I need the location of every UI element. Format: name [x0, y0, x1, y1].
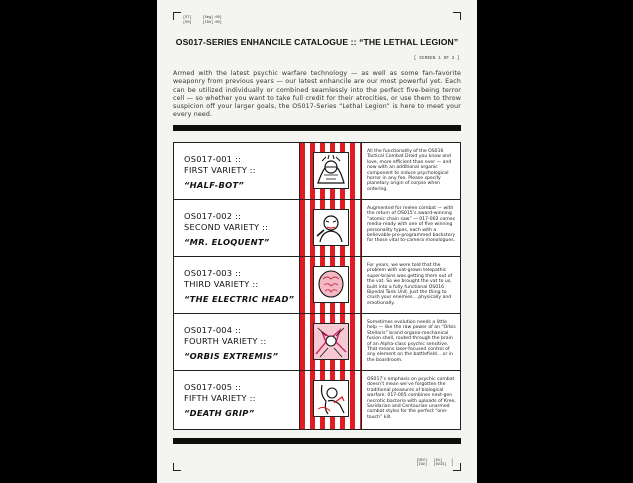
intro-paragraph: Armed with the latest psychic warfare technology — as well as some fan-favorite weaponry from previous years — our latest enhancile are our most powerful yet. Each can be utilized individually or combined seamlessly into the perfect five-being terror cell — so whether you want to take full credit for their atrocities, or use them to throw suspicion off your larger goals, the OS017-Series “Lethal Legion” is here to meet your every need.: [173, 70, 461, 119]
half-bot-illustration: [313, 152, 349, 189]
entry-name-cell: [174, 200, 300, 256]
divider-bar-bottom: [173, 438, 461, 444]
entry-description-cell: [362, 314, 460, 370]
entry-description: Sometimes evolution needs a little help — like the raw power of an “Orbis Stellaris” brand organo-mechanical fusion shell, routed through the brain of an Alpha-class psychic sensitive. That means laser-focused control of any element on the battlefield... or in the boardroom.: [367, 320, 456, 363]
entry-description-cell: [362, 200, 460, 256]
entry-code: OS017-003 ::: [184, 268, 242, 278]
corner-mark-top-left: [173, 12, 181, 20]
entry-image-panel: [300, 314, 362, 370]
entry-code: OS017-004 ::: [184, 325, 242, 335]
entry-code: OS017-002 ::: [184, 211, 242, 221]
catalogue-row: [174, 200, 460, 257]
catalogue-row: [174, 143, 460, 200]
page-title: OS017-SERIES ENHANCILE CATALOGUE :: “THE LETHAL LEGION”: [175, 37, 459, 47]
corner-mark-top-right: [453, 12, 461, 20]
divider-bar-top: [173, 125, 461, 131]
corner-mark-bottom-right: [453, 463, 461, 471]
entry-image-panel: [300, 143, 362, 199]
entry-variety: FIFTH VARIETY ::: [184, 393, 256, 403]
corner-mark-bottom-left: [173, 463, 181, 471]
entry-description: For years, we were told that the problem with vat-grown telepathic super-brains was getting them out of the vat. So we brought the vat to us, built into a fully functional OS016 Bipedal Tank Unit. Just the thing to crush your enemies... physically and emotionally.: [367, 263, 453, 306]
screen-indicator: [ SCREEN 1 OF 2 ]: [413, 57, 460, 61]
entry-code: OS017-001 ::: [184, 154, 242, 164]
catalogue-page: [157, 0, 477, 483]
orbis-extremis-illustration: [313, 323, 349, 360]
entry-nickname: “HALF-BOT”: [184, 180, 245, 190]
entry-name-cell: [174, 257, 300, 313]
entry-variety: FOURTH VARIETY ::: [184, 336, 267, 346]
entry-nickname: “MR. ELOQUENT”: [184, 237, 270, 247]
electric-head-illustration: [313, 266, 349, 303]
entry-description: Augmented for melee combat — with the return of OS015’s award-winning “atomic chain saw” — 017-002 comes media-ready with one of five winning personality types, each with a believable pre-programmed backstory for those vital to-camera monologues.: [367, 206, 456, 244]
entry-name-cell: [174, 143, 300, 199]
entry-description-cell: [362, 371, 460, 429]
entry-nickname: “ORBIS EXTREMIS”: [184, 351, 279, 361]
meta-code-top-left: [ST] [Seg].00] [00] [ID#].00]: [183, 16, 222, 25]
entry-variety: FIRST VARIETY ::: [184, 165, 256, 175]
entry-nickname: “THE ELECTRIC HEAD”: [184, 294, 295, 304]
entry-code: OS017-005 ::: [184, 382, 242, 392]
entry-description: All the functionality of the OS016 Tactical Combat Droid you know and love, more efficient than ever — and now with an additional organic component to induce psychological horror in any foe. Please specify planetary origin of corpse when ordering.: [367, 149, 452, 192]
mr-eloquent-illustration: [313, 209, 349, 246]
entry-name-cell: [174, 371, 300, 429]
entry-description: OS017’s emphasis on psychic combat doesn’t mean we’ve forgotten the traditional pleasures of biological warfare. 017-005 combines next-gen necrotic bacteria with uploads of Kree, Saridarian and Centaurian unarmed combat styles for the perfect “one-touch” kill.: [367, 377, 456, 420]
entry-image-panel: [300, 371, 362, 429]
entry-image-panel: [300, 200, 362, 256]
catalogue-row: [174, 371, 460, 429]
death-grip-illustration: [313, 380, 349, 417]
entry-variety: THIRD VARIETY ::: [184, 279, 259, 289]
entry-nickname: “DEATH GRIP”: [184, 408, 255, 418]
entry-description-cell: [362, 143, 460, 199]
catalogue-row: [174, 257, 460, 314]
catalogue-table: [173, 142, 461, 430]
meta-code-bottom-right: [DEV] [01] ] [ID#] [0233] ]: [416, 458, 453, 468]
entry-name-cell: [174, 314, 300, 370]
catalogue-row: [174, 314, 460, 371]
entry-variety: SECOND VARIETY ::: [184, 222, 269, 232]
entry-description-cell: [362, 257, 460, 313]
entry-image-panel: [300, 257, 362, 313]
